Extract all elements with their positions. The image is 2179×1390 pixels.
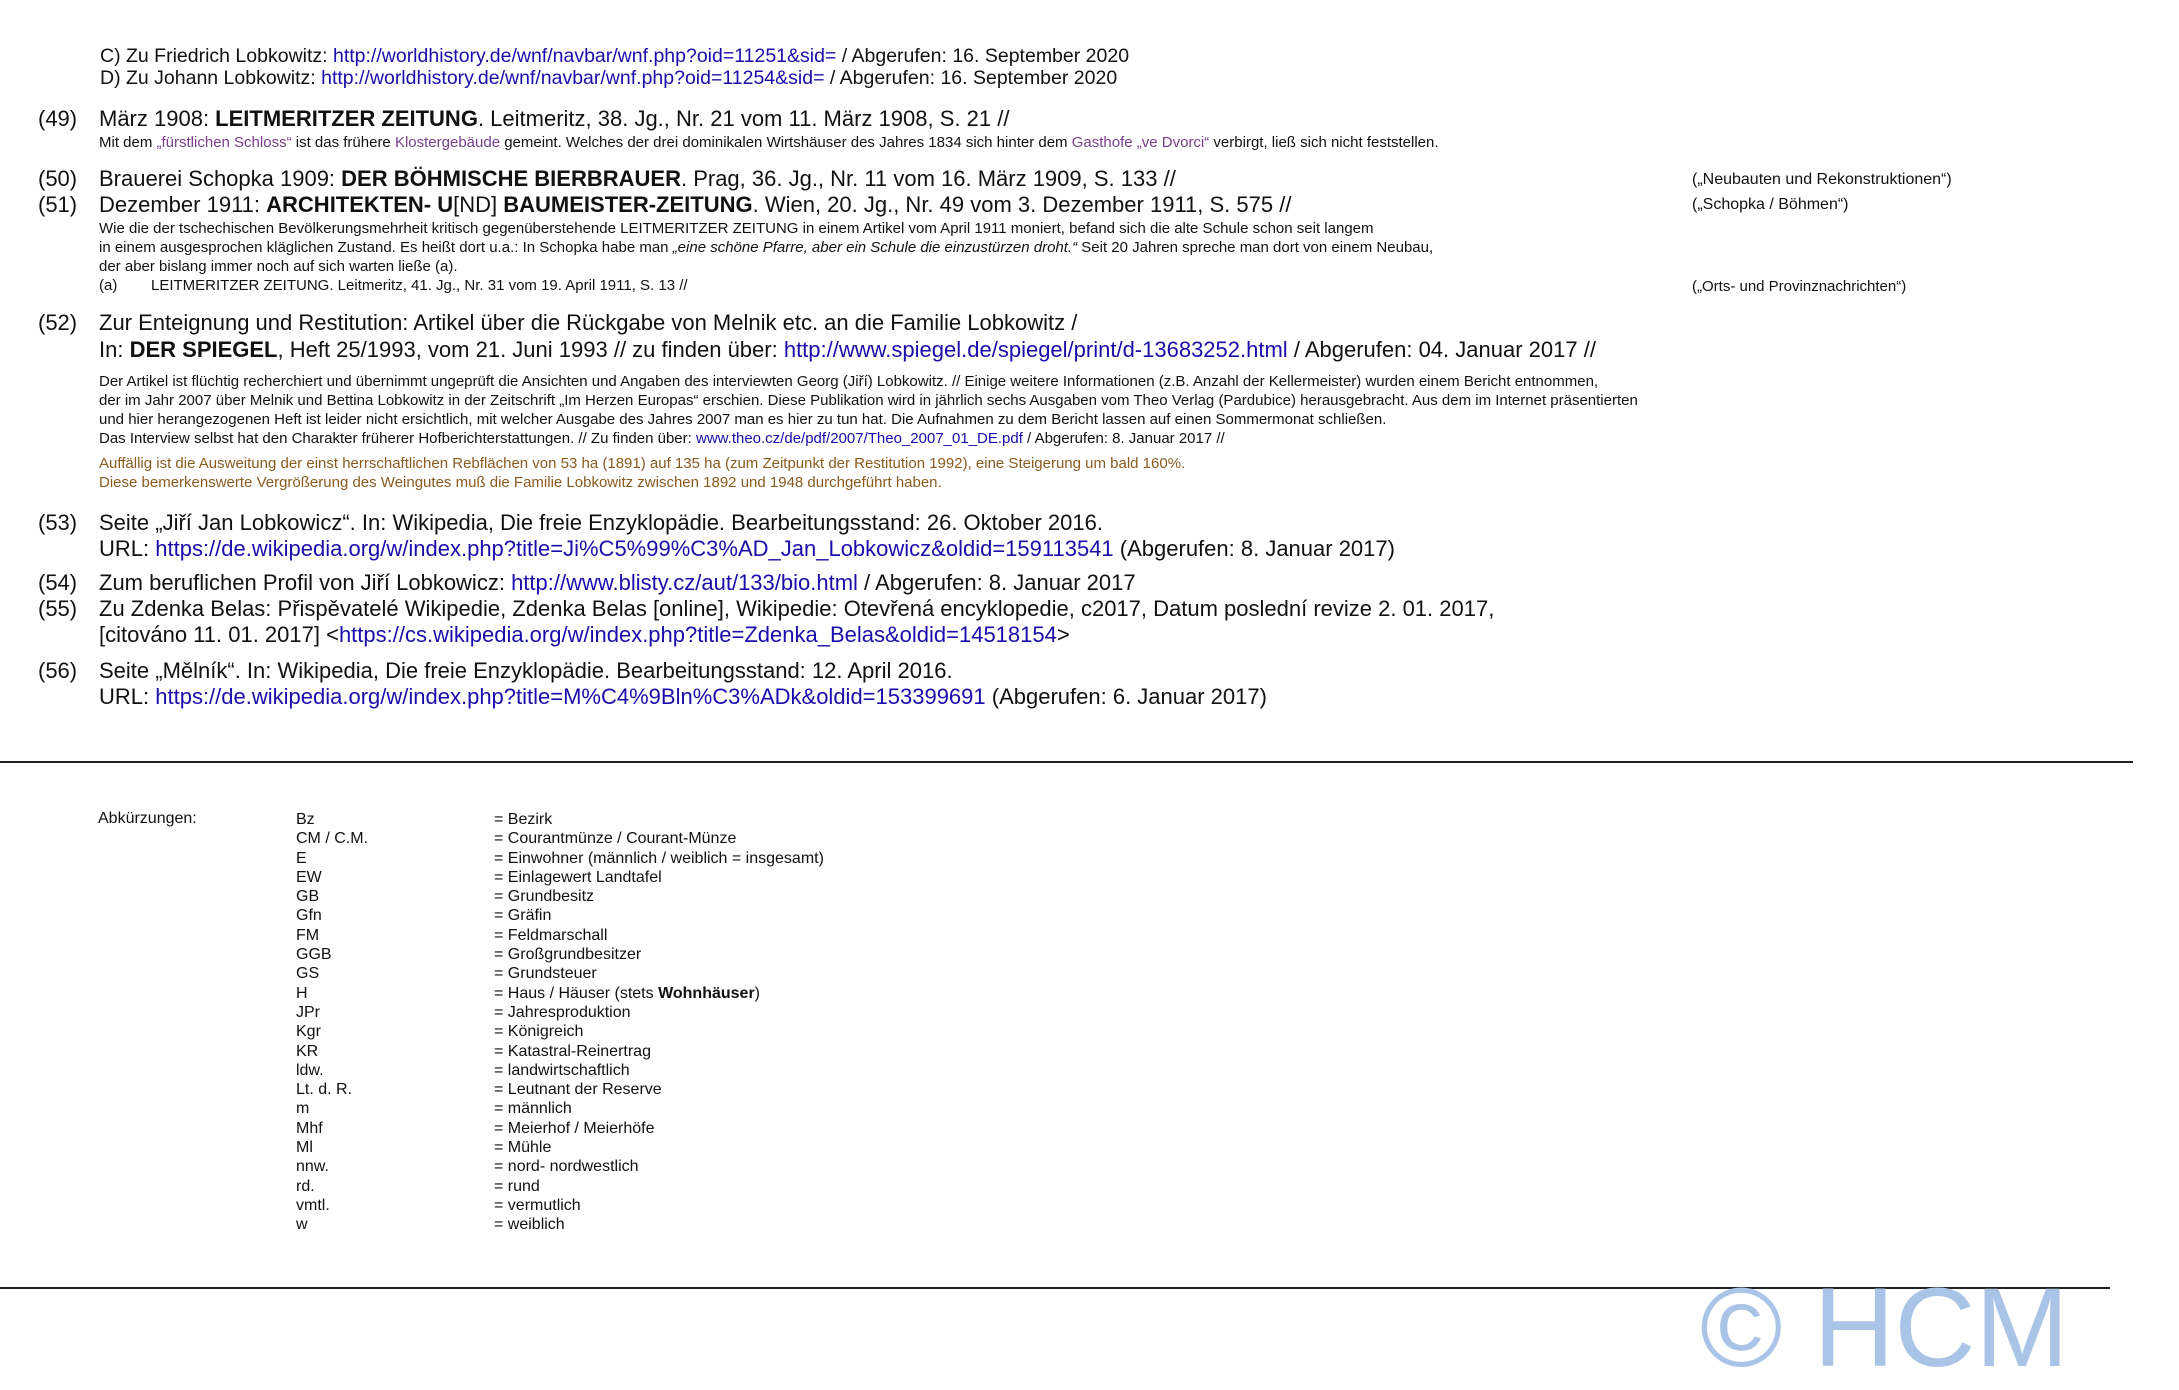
abbreviation-value: = rund — [494, 1177, 540, 1195]
abbreviation-value: = nord- nordwestlich — [494, 1158, 639, 1176]
footnote-number: (56) — [38, 658, 78, 683]
abbreviation-value: = Leutnant der Reserve — [494, 1081, 662, 1099]
abbreviation-value: = Feldmarschall — [494, 926, 608, 944]
abbreviation-value: = vermutlich — [494, 1196, 581, 1214]
footnote-50-section: („Neubauten und Rekonstruktionen“) — [1692, 171, 1952, 188]
abbreviation-value: = landwirtschaftlich — [494, 1061, 630, 1079]
abbreviation-key: GB — [296, 888, 320, 906]
abbreviations-keys — [296, 810, 368, 1235]
footnote-number: (54) — [38, 570, 78, 595]
abbreviation-value: = Katastral-Reinertrag — [494, 1042, 651, 1060]
footnote-number: (55) — [38, 596, 78, 621]
abbreviation-key: m — [296, 1100, 310, 1118]
abbreviation-key: Kgr — [296, 1023, 321, 1041]
footnote-text-2: URL: https://de.wikipedia.org/w/index.php?title=Ji%C5%99%C3%AD_Jan_Lobkowicz&oldid=159113541 (Abgerufen: 8. Januar 2017) — [99, 536, 1395, 561]
footnote-text-2: In: DER SPIEGEL, Heft 25/1993, vom 21. Juni 1993 // zu finden über: http://www.spiegel.de/spiegel/print/d-13683252.html / Abgerufen: 04. Januar 2017 // — [99, 337, 1596, 362]
spiegel-link[interactable]: http://www.spiegel.de/spiegel/print/d-13683252.html — [783, 337, 1288, 362]
footnote-note: Mit dem „fürstlichen Schloss“ ist das frühere Klostergebäude gemeint. Welches der drei dominikalen Wirtshäuser des Jahres 1834 sich hinter dem Gasthofe „ve Dvorci“ verbirgt, ließ sich nicht feststellen. — [99, 134, 1439, 151]
abbreviation-key: Bz — [296, 811, 315, 828]
reference-d: D) Zu Johann Lobkowitz: http://worldhistory.de/wnf/navbar/wnf.php?oid=11254&sid= / Abgerufen: 16. September 2020 — [100, 67, 1118, 89]
abbreviation-value: = Einlagewert Landtafel — [494, 868, 662, 886]
footnote-51a-section: („Orts- und Provinznachrichten“) — [1692, 278, 1907, 295]
abbreviation-value: = Bezirk — [494, 811, 553, 828]
abbreviation-value: = Jahresproduktion — [494, 1003, 631, 1021]
footnote-number: (52) — [38, 310, 78, 335]
abbreviation-key: JPr — [296, 1003, 320, 1021]
section-divider — [0, 761, 2133, 763]
wikipedia-lobkowicz-link[interactable]: https://de.wikipedia.org/w/index.php?title=Ji%C5%99%C3%AD_Jan_Lobkowicz&oldid=159113541 — [155, 536, 1114, 561]
footnote-number: (53) — [38, 510, 78, 535]
abbreviation-key: H — [296, 984, 308, 1002]
theo-link[interactable]: www.theo.cz/de/pdf/2007/Theo_2007_01_DE.pdf — [695, 430, 1023, 447]
footnote-51-section: („Schopka / Böhmen“) — [1692, 196, 1849, 213]
abbreviation-key: w — [296, 1216, 308, 1234]
abbreviation-value: = weiblich — [494, 1216, 565, 1234]
abbreviation-value: = männlich — [494, 1100, 572, 1118]
footnote-text: Dezember 1911: ARCHITEKTEN- U[ND] BAUMEISTER-ZEITUNG. Wien, 20. Jg., Nr. 49 vom 3. Dezember 1911, S. 575 // — [99, 192, 1292, 217]
abbreviation-value: = Meierhof / Meierhöfe — [494, 1119, 655, 1137]
reference-c: C) Zu Friedrich Lobkowitz: http://worldhistory.de/wnf/navbar/wnf.php?oid=11251&sid= / Abgerufen: 16. September 2020 — [100, 45, 1130, 67]
footnote-remark: Auffällig ist die Ausweitung der einst herrschaftlichen Rebflächen von 53 ha (1891) auf 135 ha (zum Zeitpunkt der Restitution 1992), eine Steigerung um bald 160%. Diese bemerkenswerte Vergrößerung des Weingutes muß die Familie Lobkowitz zwischen 1892 und 1948 durchgeführt haben. — [99, 455, 1186, 491]
footnote-number: (50) — [38, 166, 78, 191]
footnote-text: Seite „Mělník“. In: Wikipedia, Die freie Enzyklopädie. Bearbeitungsstand: 12. April 2016. — [99, 658, 953, 683]
footnote-text: Zur Enteignung und Restitution: Artikel über die Rückgabe von Melnik etc. an die Familie Lobkowitz / — [99, 310, 1078, 335]
footnote-text-2: URL: https://de.wikipedia.org/w/index.php?title=M%C4%9Bln%C3%ADk&oldid=153399691 (Abgerufen: 6. Januar 2017) — [99, 684, 1267, 709]
abbreviation-key: E — [296, 849, 307, 867]
wikipedia-belas-link[interactable]: https://cs.wikipedia.org/w/index.php?title=Zdenka_Belas&oldid=14518154 — [338, 622, 1057, 647]
footnote-note: Der Artikel ist flüchtig recherchiert und übernimmt ungeprüft die Ansichten und Angaben des interviewten Georg (Jiří) Lobkowitz. // Einige weitere Informationen (z.B. Anzahl der Kellermeister) wurden einem Bericht entnommen, der im Jahr 2007 über Melnik und Bettina Lobkowitz in der Zeitschrift „Im Herzen Europas“ erschien. Diese Publikation wird in jährlich sechs Ausgaben vom Theo Verlag (Pardubice) herausgebracht. Aus dem im Internet präsentierten und hier herangezogenen Heft ist leider nicht ersichtlich, mit welcher Ausgabe des Jahres 2007 man es hier zu tun hat. Die Aufnahmen zu dem Bericht lassen auf einen Sommermonat schließen. Das Interview selbst hat den Charakter früherer Hofberichterstattungen. // Zu finden über: www.theo.cz/de/pdf/2007/Theo_2007_01_DE.pdf / Abgerufen: 8. Januar 2017 // — [99, 373, 1638, 447]
abbreviation-value: = Haus / Häuser (stets Wohnhäuser) — [494, 984, 760, 1002]
copyright-watermark: © HCM — [1700, 1265, 2069, 1390]
abbreviation-value: = Gräfin — [494, 907, 552, 925]
abbreviation-key: rd. — [296, 1177, 315, 1195]
footnote-note: Wie die der tschechischen Bevölkerungsmehrheit kritisch gegenüberstehende LEITMERITZER ZEITUNG in einem Artikel vom April 1911 moniert, befand sich die alte Schule schon seit langem in einem ausgesprochen kläglichen Zustand. Es heißt dort u.a.: In Schopka habe man „eine schöne Pfarre, aber ein Schule die einzustürzen droht.“ Seit 20 Jahren spreche man dort von einem Neubau, der aber bislang immer noch auf sich warten ließe (a). (a) LEITMERITZER ZEITUNG. Leitmeritz, 41. Jg., Nr. 31 vom 19. April 1911, S. 13 // — [99, 220, 1434, 294]
abbreviation-value: = Königreich — [494, 1023, 584, 1041]
footnote-number: (49) — [38, 106, 78, 131]
abbreviations-values — [494, 810, 824, 1235]
footnote-text: Zu Zdenka Belas: Přispěvatelé Wikipedie, Zdenka Belas [online], Wikipedie: Otevřená encyklopedie, c2017, Datum poslední revize 2. 01. 2017, — [99, 596, 1495, 621]
abbreviation-value: = Grundsteuer — [494, 965, 597, 983]
abbreviation-key: Lt. d. R. — [296, 1081, 353, 1099]
abbreviation-value: = Grundbesitz — [494, 888, 595, 906]
abbreviation-value: = Großgrundbesitzer — [494, 946, 642, 964]
footnote-number: (51) — [38, 192, 78, 217]
abbreviation-key: ldw. — [296, 1061, 324, 1079]
abbreviation-value: = Einwohner (männlich / weiblich = insgesamt) — [494, 849, 824, 867]
abbreviation-key: FM — [296, 926, 320, 944]
abbreviation-value: = Courantmünze / Courant-Münze — [494, 830, 737, 848]
abbreviation-key: nnw. — [296, 1158, 329, 1176]
abbreviation-key: GGB — [296, 946, 332, 964]
abbreviations-title: Abkürzungen: — [98, 810, 197, 827]
reference-d-link[interactable]: http://worldhistory.de/wnf/navbar/wnf.php?oid=11254&sid= — [321, 67, 825, 89]
abbreviation-key: CM / C.M. — [296, 830, 368, 848]
footnote-text: Seite „Jiří Jan Lobkowicz“. In: Wikipedia, Die freie Enzyklopädie. Bearbeitungsstand: 26. Oktober 2016. — [99, 510, 1103, 535]
footnote-text: Brauerei Schopka 1909: DER BÖHMISCHE BIERBRAUER. Prag, 36. Jg., Nr. 11 vom 16. März 1909, S. 133 // — [99, 166, 1176, 191]
abbreviation-key: vmtl. — [296, 1196, 330, 1214]
abbreviation-key: Gfn — [296, 907, 322, 925]
footnote-text-2: [citováno 11. 01. 2017] <https://cs.wikipedia.org/w/index.php?title=Zdenka_Belas&oldid=14518154> — [99, 622, 1070, 647]
reference-c-link[interactable]: http://worldhistory.de/wnf/navbar/wnf.php?oid=11251&sid= — [332, 45, 837, 67]
abbreviation-key: EW — [296, 868, 322, 886]
abbreviation-key: GS — [296, 965, 320, 983]
abbreviation-key: Mhf — [296, 1119, 323, 1137]
wikipedia-melnik-link[interactable]: https://de.wikipedia.org/w/index.php?title=M%C4%9Bln%C3%ADk&oldid=153399691 — [155, 684, 986, 709]
blisty-link[interactable]: http://www.blisty.cz/aut/133/bio.html — [511, 570, 858, 595]
abbreviation-value: = Mühle — [494, 1139, 552, 1157]
abbreviation-key: KR — [296, 1042, 319, 1060]
footnote-text: Zum beruflichen Profil von Jiří Lobkowicz: http://www.blisty.cz/aut/133/bio.html / Abgerufen: 8. Januar 2017 — [99, 570, 1136, 595]
abbreviation-key: Ml — [296, 1139, 313, 1157]
footnote-text: März 1908: LEITMERITZER ZEITUNG. Leitmeritz, 38. Jg., Nr. 21 vom 11. März 1908, S. 21 // — [99, 106, 1010, 131]
